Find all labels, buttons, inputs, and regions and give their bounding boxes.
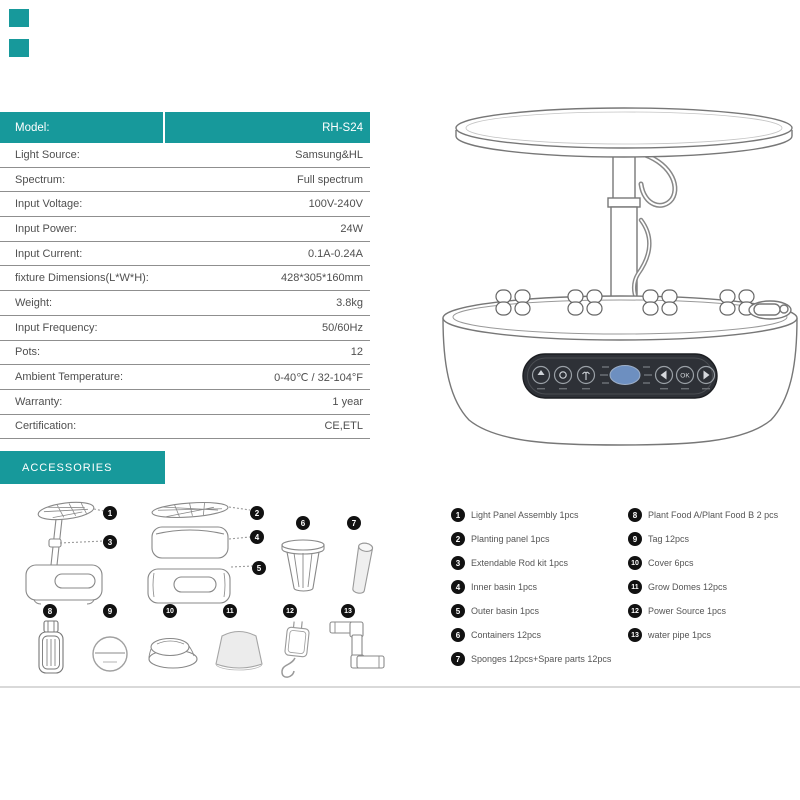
spec-header-label: Model: [15, 121, 50, 134]
row-value: Samsung&HL [295, 148, 363, 161]
item-number-badge: 7 [451, 652, 465, 666]
list-item [628, 580, 778, 594]
item-number-badge: 4 [451, 580, 465, 594]
corner-accent-square-1 [9, 9, 29, 27]
accessories-banner-label: ACCESSORIES [22, 461, 113, 474]
row-label: Warranty: [15, 395, 63, 408]
item-label: Inner basin 1pcs [471, 582, 538, 592]
list-item [628, 508, 778, 522]
item-number-badge: 1 [451, 508, 465, 522]
item-label: Planting panel 1pcs [471, 534, 550, 544]
item-label: water pipe 1pcs [648, 630, 712, 640]
item-number-badge: 9 [628, 532, 642, 546]
row-label: Spectrum: [15, 173, 66, 186]
container-pot-drawing [282, 540, 324, 591]
list-item [451, 580, 611, 594]
row-label: Input Power: [15, 222, 77, 235]
row-value: 100V-240V [308, 198, 363, 211]
accessories-list-left [451, 508, 611, 676]
water-port [749, 301, 791, 319]
display-screen [610, 366, 640, 385]
row-label: Weight: [15, 296, 53, 309]
list-item [451, 652, 611, 666]
product-illustration [435, 98, 800, 450]
item-label: Outer basin 1pcs [471, 606, 540, 616]
item-label: Grow Domes 12pcs [648, 582, 728, 592]
item-label: Cover 6pcs [648, 558, 694, 568]
row-value: 428*305*160mm [281, 272, 363, 285]
plant-food-bottle-drawing [39, 621, 63, 673]
row-value: 3.8kg [336, 296, 363, 309]
callout-badge-12: 12 [283, 604, 297, 618]
cover-drawing [149, 639, 197, 669]
accessories-illustration [10, 495, 400, 690]
row-value: Full spectrum [296, 173, 363, 186]
row-value: 12 [350, 346, 363, 359]
table-row [0, 365, 370, 390]
power-adapter-drawing [282, 620, 310, 677]
list-item [451, 628, 611, 642]
row-label: Pots: [15, 346, 41, 359]
grow-dome-drawing [216, 632, 262, 671]
list-item [451, 508, 611, 522]
row-label: Input Current: [15, 247, 83, 260]
callout-badge-7: 7 [347, 516, 361, 530]
list-item [628, 628, 778, 642]
bottom-divider-line [0, 686, 800, 688]
callout-badge-9: 9 [103, 604, 117, 618]
row-label: Input Voltage: [15, 198, 83, 211]
table-row [0, 192, 370, 217]
list-item [628, 556, 778, 570]
item-label: Tag 12pcs [648, 534, 690, 544]
callout-badge-8: 8 [43, 604, 57, 618]
item-label: Power Source 1pcs [648, 606, 727, 616]
row-value: CE,ETL [324, 420, 363, 433]
list-item [451, 556, 611, 570]
callout-badge-3: 3 [103, 535, 117, 549]
ok-button-label: OK [680, 372, 690, 380]
item-label: Extendable Rod kit 1pcs [471, 558, 569, 568]
assembled-unit-drawing [26, 500, 102, 604]
item-number-badge: 10 [628, 556, 642, 570]
corner-accent-square-2 [9, 39, 29, 57]
row-label: fixture Dimensions(L*W*H): [15, 272, 149, 285]
item-number-badge: 13 [628, 628, 642, 642]
item-number-badge: 8 [628, 508, 642, 522]
list-item [628, 604, 778, 618]
spec-table [0, 112, 370, 439]
table-row [0, 415, 370, 440]
table-row [0, 291, 370, 316]
water-pipe-drawing [330, 622, 384, 668]
item-label: Light Panel Assembly 1pcs [471, 510, 579, 520]
callout-badge-2: 2 [250, 506, 264, 520]
list-item [628, 532, 778, 546]
spec-table-header [0, 112, 370, 143]
spec-header-divider [163, 112, 165, 143]
callout-badge-5: 5 [252, 561, 266, 575]
row-value: 50/60Hz [322, 321, 363, 334]
item-number-badge: 3 [451, 556, 465, 570]
list-item [451, 604, 611, 618]
row-value: 0-40℃ / 32-104°F [274, 371, 363, 384]
row-value: 24W [340, 222, 363, 235]
spec-header-value: RH-S24 [322, 121, 363, 134]
row-label: Certification: [15, 420, 77, 433]
table-row [0, 341, 370, 366]
sponge-drawing [351, 542, 373, 594]
table-row [0, 143, 370, 168]
table-row [0, 316, 370, 341]
table-row [0, 266, 370, 291]
control-panel [523, 354, 717, 398]
item-label: Sponges 12pcs+Spare parts 12pcs [471, 654, 612, 664]
table-row [0, 390, 370, 415]
item-number-badge: 12 [628, 604, 642, 618]
table-row [0, 217, 370, 242]
table-row [0, 168, 370, 193]
exploded-stack-drawing [148, 500, 230, 603]
callout-badge-13: 13 [341, 604, 355, 618]
row-label: Input Frequency: [15, 321, 98, 334]
item-number-badge: 6 [451, 628, 465, 642]
item-label: Containers 12pcs [471, 630, 542, 640]
accessories-banner [0, 451, 165, 484]
callout-badge-4: 4 [250, 530, 264, 544]
tag-drawing [93, 637, 127, 671]
item-number-badge: 5 [451, 604, 465, 618]
row-value: 1 year [332, 395, 363, 408]
item-number-badge: 11 [628, 580, 642, 594]
row-label: Ambient Temperature: [15, 371, 124, 384]
callout-badge-6: 6 [296, 516, 310, 530]
table-row [0, 242, 370, 267]
callout-badge-10: 10 [163, 604, 177, 618]
callout-badge-1: 1 [103, 506, 117, 520]
item-label: Plant Food A/Plant Food B 2 pcs [648, 510, 779, 520]
list-item [451, 532, 611, 546]
row-value: 0.1A-0.24A [307, 247, 363, 260]
item-number-badge: 2 [451, 532, 465, 546]
accessories-list-right [628, 508, 778, 652]
callout-badge-11: 11 [223, 604, 237, 618]
row-label: Light Source: [15, 148, 80, 161]
